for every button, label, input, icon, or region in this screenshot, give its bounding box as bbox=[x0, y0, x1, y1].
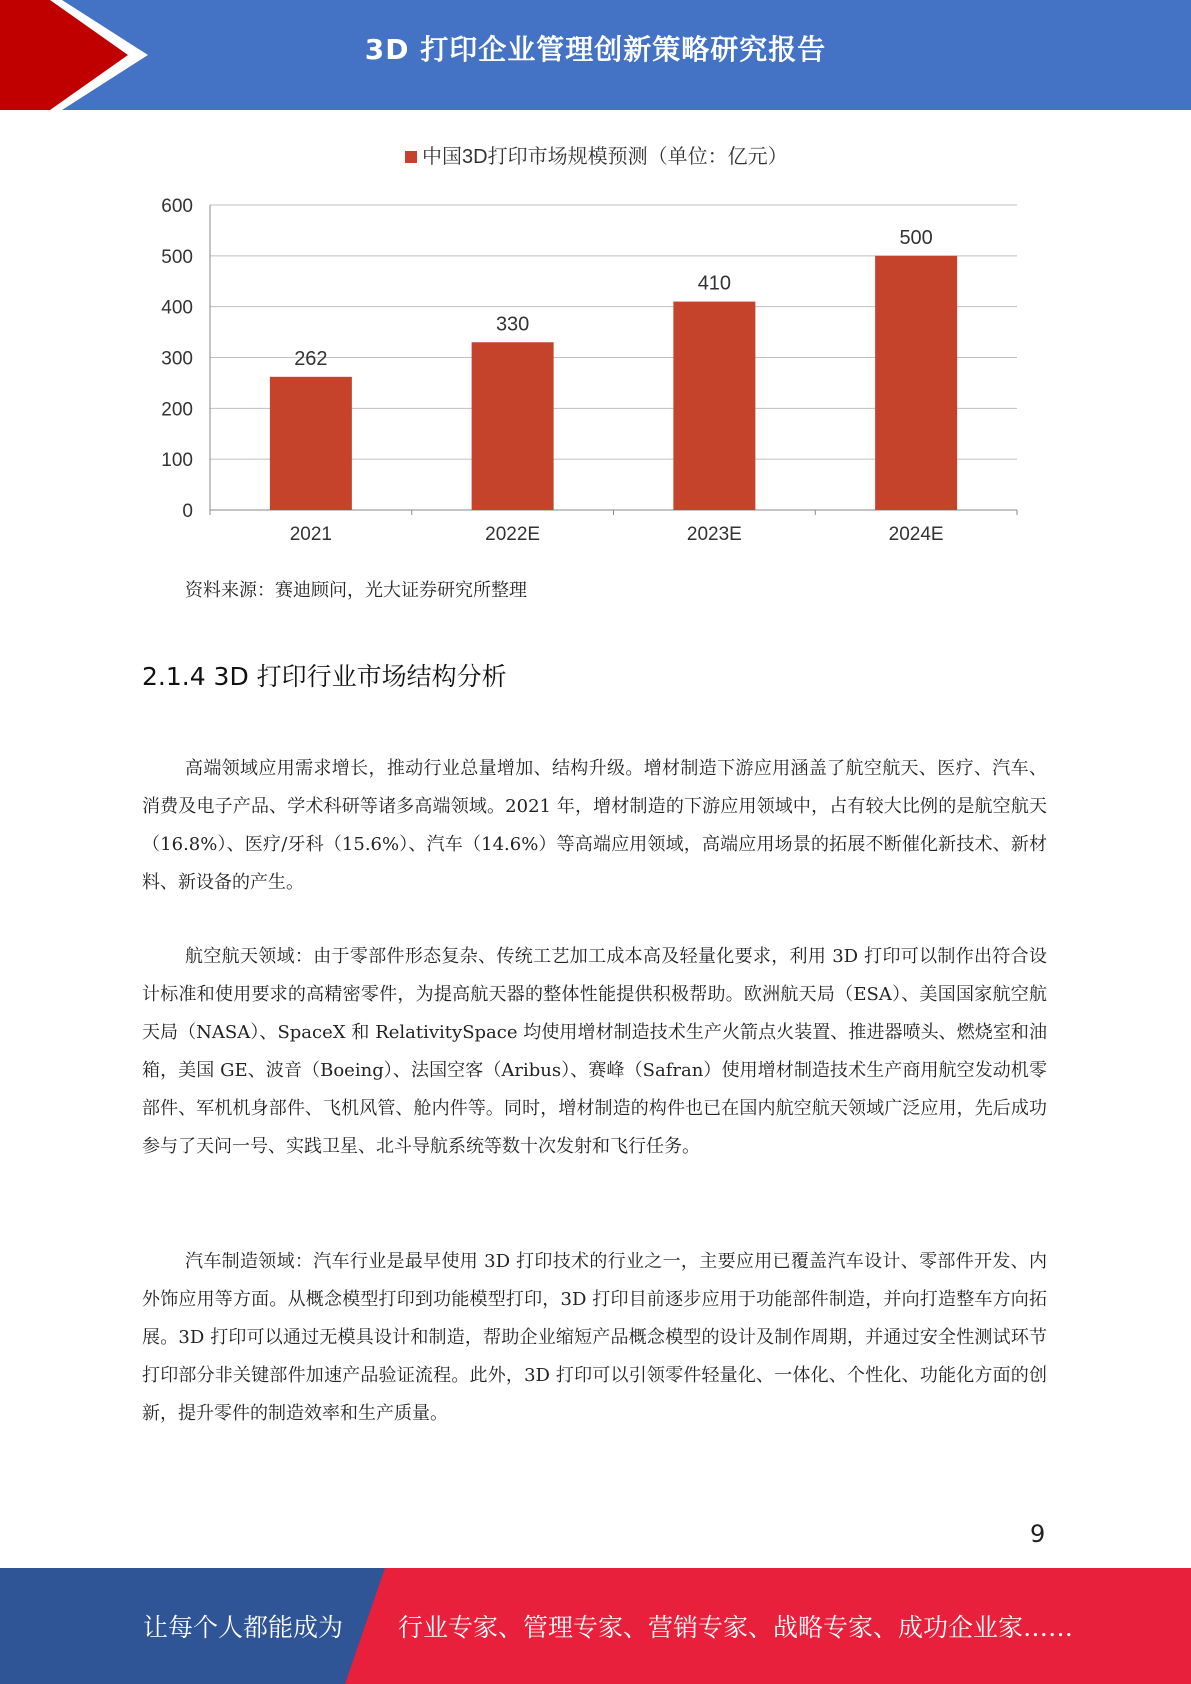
y-tick-label: 500 bbox=[161, 246, 193, 268]
y-tick-label: 300 bbox=[161, 348, 193, 370]
x-tick-label: 2023E bbox=[686, 524, 742, 545]
data-label: 330 bbox=[495, 313, 530, 336]
chart-svg bbox=[140, 135, 1040, 555]
report-title: 3D 打印企业管理创新策略研究报告 bbox=[364, 33, 827, 66]
chart-source-note: 资料来源：赛迪顾问，光大证券研究所整理 bbox=[185, 580, 527, 601]
y-tick-label: 0 bbox=[182, 501, 193, 522]
legend-swatch bbox=[405, 151, 417, 163]
x-tick-label: 2024E bbox=[888, 524, 944, 545]
footer-roles: 行业专家、管理专家、营销专家、战略专家、成功企业家…… bbox=[398, 1613, 1074, 1642]
footer-slogan: 让每个人都能成为 bbox=[143, 1613, 344, 1642]
page-footer bbox=[0, 1568, 1191, 1684]
paragraph-aerospace: 航空航天领域：由于零部件形态复杂、传统工艺加工成本高及轻量化要求，利用 3D 打印可以制作出符合设计标准和使用要求的高精密零件，为提高航天器的整体性能提供积极帮助。欧洲航天局（ESA）、美国国家航空航天局（NASA）、SpaceX 和 RelativitySpace 均使用增材制造技术生产火箭点火装置、推进器喷头、燃烧室和油箱，美国 GE、波音（Boeing）、法国空客（Aribus）、赛峰（Safran）使用增材制造技术生产商用航空发动机零部件、军机机身部件、飞机风管、舱内件等。同时，增材制造的构件也已在国内航空航天领域广泛应用，先后成功参与了天问一号、实践卫星、北斗导航系统等数十次发射和飞行任务。 bbox=[142, 946, 1047, 1157]
y-tick-label: 200 bbox=[161, 399, 193, 421]
bar-2023E bbox=[673, 302, 755, 510]
bar-2021 bbox=[270, 377, 352, 510]
bar-2022E bbox=[472, 342, 554, 510]
x-tick-label: 2022E bbox=[485, 524, 541, 545]
x-tick-label: 2021 bbox=[289, 524, 333, 545]
paragraph-automotive: 汽车制造领域：汽车行业是最早使用 3D 打印技术的行业之一，主要应用已覆盖汽车设计、零部件开发、内外饰应用等方面。从概念模型打印到功能模型打印，3D 打印目前逐步应用于功能部件制造，并向打造整车方向拓展。3D 打印可以通过无模具设计和制造，帮助企业缩短产品概念模型的设计及制作周期，并通过安全性测试环节打印部分非关键部件加速产品验证流程。此外，3D 打印可以引领零件轻量化、一体化、个性化、功能化方面的创新，提升零件的制造效率和生产质量。 bbox=[142, 1251, 1047, 1424]
market-size-chart bbox=[140, 135, 1040, 555]
page-number: 9 bbox=[1030, 1520, 1046, 1548]
paragraph-high-end-demand: 高端领域应用需求增长，推动行业总量增加、结构升级。增材制造下游应用涵盖了航空航天、医疗、汽车、消费及电子产品、学术科研等诸多高端领域。2021 年，增材制造的下游应用领域中，占有较大比例的是航空航天（16.8%）、医疗/牙科（15.6%）、汽车（14.6%）等高端应用领域，高端应用场景的拓展不断催化新技术、新材料、新设备的产生。 bbox=[142, 758, 1047, 893]
data-label: 500 bbox=[899, 226, 933, 249]
y-tick-label: 600 bbox=[161, 196, 193, 217]
section-heading: 2.1.4 3D 打印行业市场结构分析 bbox=[142, 662, 507, 691]
legend-label: 中国3D打印市场规模预测（单位：亿元） bbox=[422, 146, 788, 168]
y-tick-label: 100 bbox=[161, 450, 193, 472]
bar-2024E bbox=[875, 256, 957, 510]
data-label: 262 bbox=[294, 347, 328, 370]
page-header bbox=[0, 0, 1191, 110]
data-label: 410 bbox=[697, 272, 732, 295]
y-tick-label: 400 bbox=[161, 297, 193, 319]
